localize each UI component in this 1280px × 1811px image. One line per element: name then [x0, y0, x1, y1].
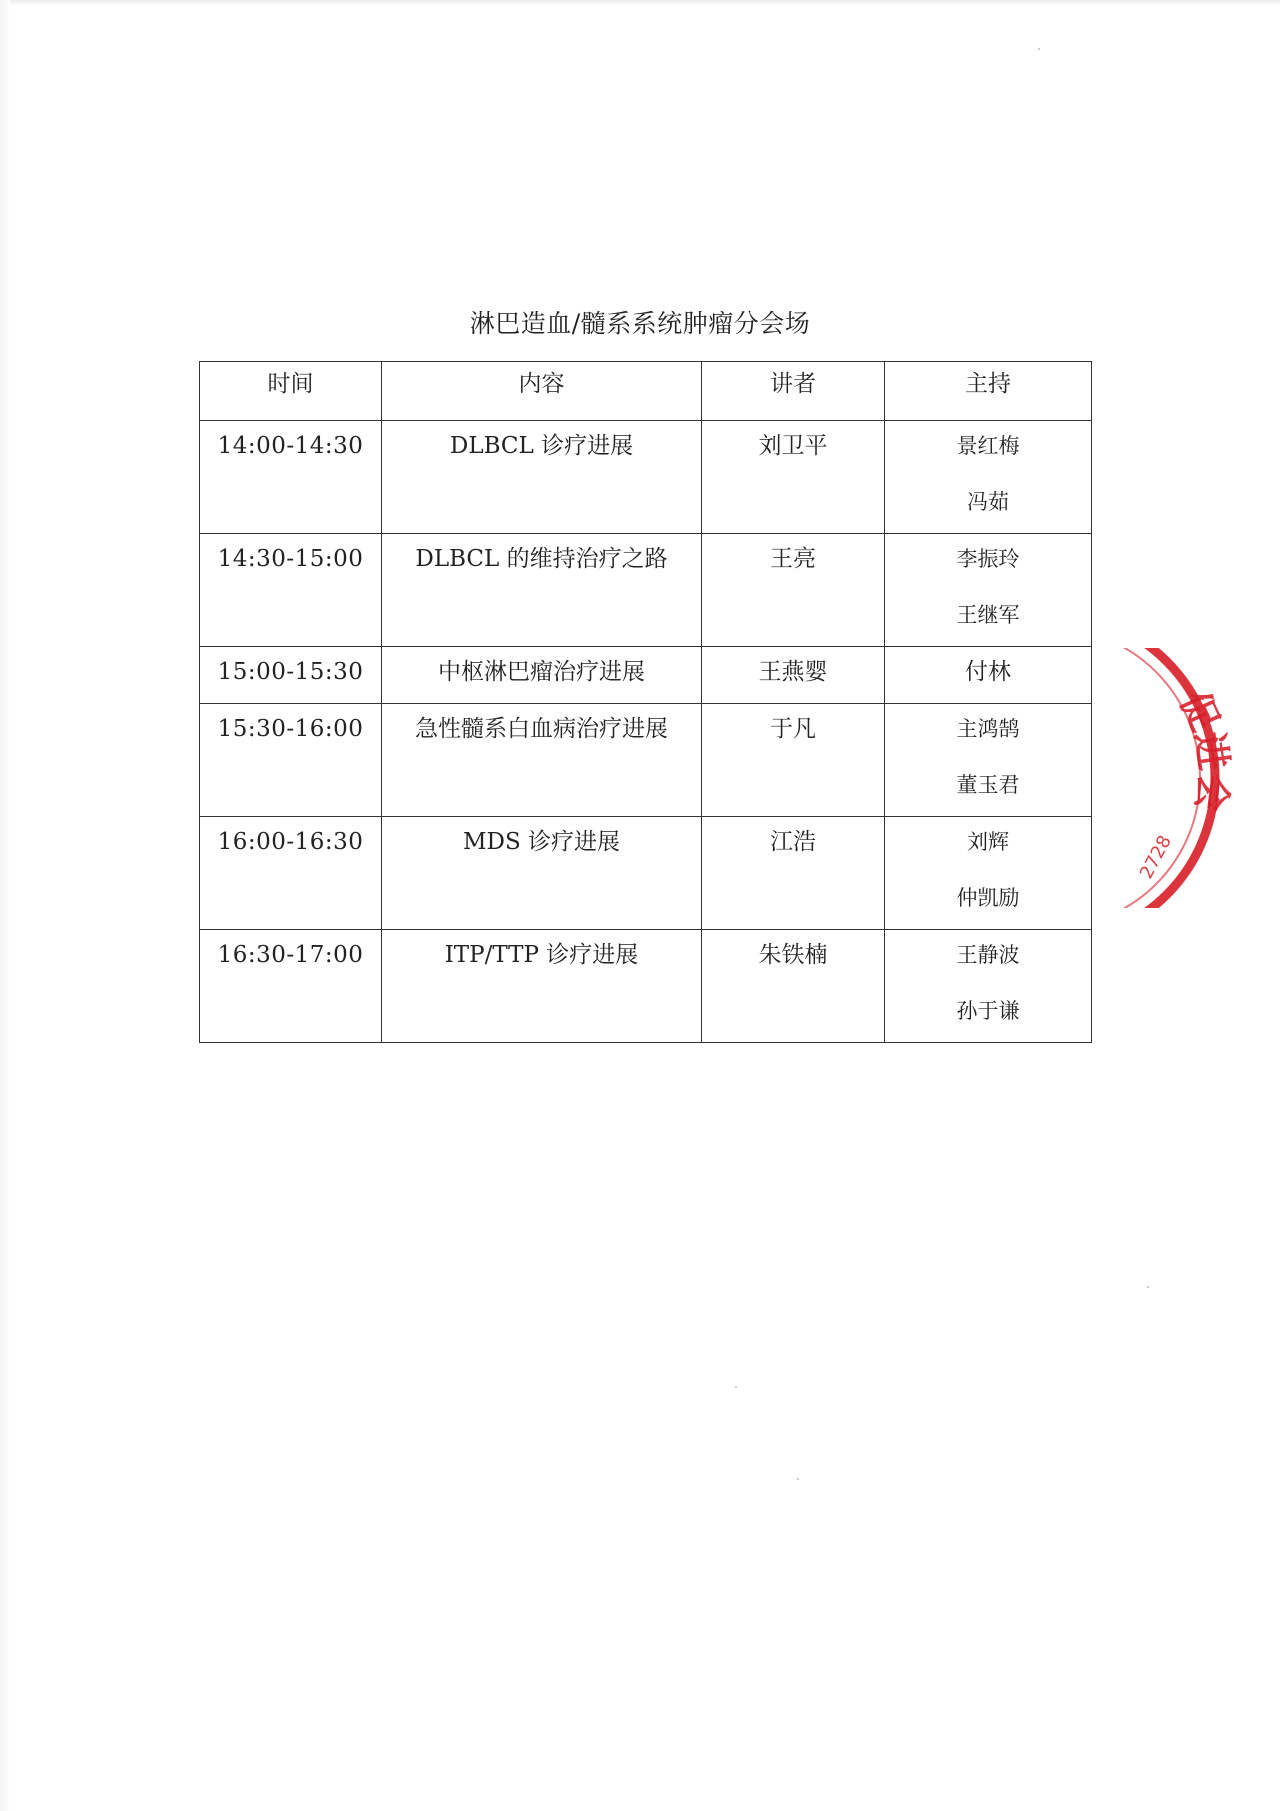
seal-outer-ring	[1110, 648, 1215, 908]
host-cell	[885, 534, 1092, 647]
scan-edge-top	[0, 0, 1280, 6]
table-row	[200, 534, 1092, 647]
schedule-table	[199, 361, 1092, 1043]
header-speaker: 讲者	[702, 362, 885, 421]
page-title: 淋巴造血/髓系系统肿瘤分会场	[469, 309, 811, 338]
table-row	[200, 930, 1092, 1043]
table-header-row	[200, 362, 1092, 421]
speaker-cell: 江浩	[702, 817, 885, 930]
host-cell	[885, 704, 1092, 817]
table-row	[200, 647, 1092, 704]
time-cell: 15:30-16:00	[200, 704, 382, 817]
topic-cell: DLBCL 的维持治疗之路	[382, 534, 702, 647]
time-cell: 14:00-14:30	[200, 421, 382, 534]
header-host: 主持	[885, 362, 1092, 421]
host-cell	[885, 817, 1092, 930]
scan-speck	[735, 1386, 737, 1388]
time-cell: 16:00-16:30	[200, 817, 382, 930]
time-cell: 15:00-15:30	[200, 647, 382, 704]
host-name: 景红梅	[956, 434, 1020, 458]
time-cell: 16:30-17:00	[200, 930, 382, 1043]
header-content: 内容	[382, 362, 702, 421]
speaker-cell: 王亮	[702, 534, 885, 647]
host-name: 孙于谦	[956, 999, 1020, 1023]
scan-speck	[1147, 1286, 1149, 1288]
host-name: 刘辉	[967, 830, 1009, 854]
host-cell	[885, 930, 1092, 1043]
scan-speck	[1038, 48, 1040, 50]
header-time: 时间	[200, 362, 382, 421]
speaker-cell: 朱铁楠	[702, 930, 885, 1043]
seal-inner-ring	[1110, 648, 1200, 908]
speaker-cell: 于凡	[702, 704, 885, 817]
speaker-cell: 刘卫平	[702, 421, 885, 534]
official-seal-stamp	[1110, 648, 1280, 908]
host-cell	[885, 647, 1092, 704]
host-name: 冯茹	[967, 490, 1009, 514]
table-row	[200, 817, 1092, 930]
seal-text: 促进会	[1171, 684, 1237, 815]
host-name: 付林	[965, 659, 1011, 685]
topic-cell: DLBCL 诊疗进展	[382, 421, 702, 534]
host-name: 李振玲	[956, 547, 1020, 571]
host-name: 王继军	[956, 603, 1020, 627]
time-cell: 14:30-15:00	[200, 534, 382, 647]
host-name: 主鸿鹄	[956, 717, 1020, 741]
speaker-cell: 王燕婴	[702, 647, 885, 704]
host-name: 王静波	[956, 943, 1020, 967]
host-cell	[885, 421, 1092, 534]
topic-cell: 中枢淋巴瘤治疗进展	[382, 647, 702, 704]
topic-cell: MDS 诊疗进展	[382, 817, 702, 930]
topic-cell: 急性髓系白血病治疗进展	[382, 704, 702, 817]
table-row	[200, 421, 1092, 534]
seal-number: 2728	[1135, 832, 1176, 883]
table-row	[200, 704, 1092, 817]
host-name: 董玉君	[956, 773, 1020, 797]
topic-cell: ITP/TTP 诊疗进展	[382, 930, 702, 1043]
scan-speck	[797, 1478, 799, 1480]
host-name: 仲凯励	[956, 886, 1020, 910]
scan-edge-left	[0, 0, 10, 1811]
